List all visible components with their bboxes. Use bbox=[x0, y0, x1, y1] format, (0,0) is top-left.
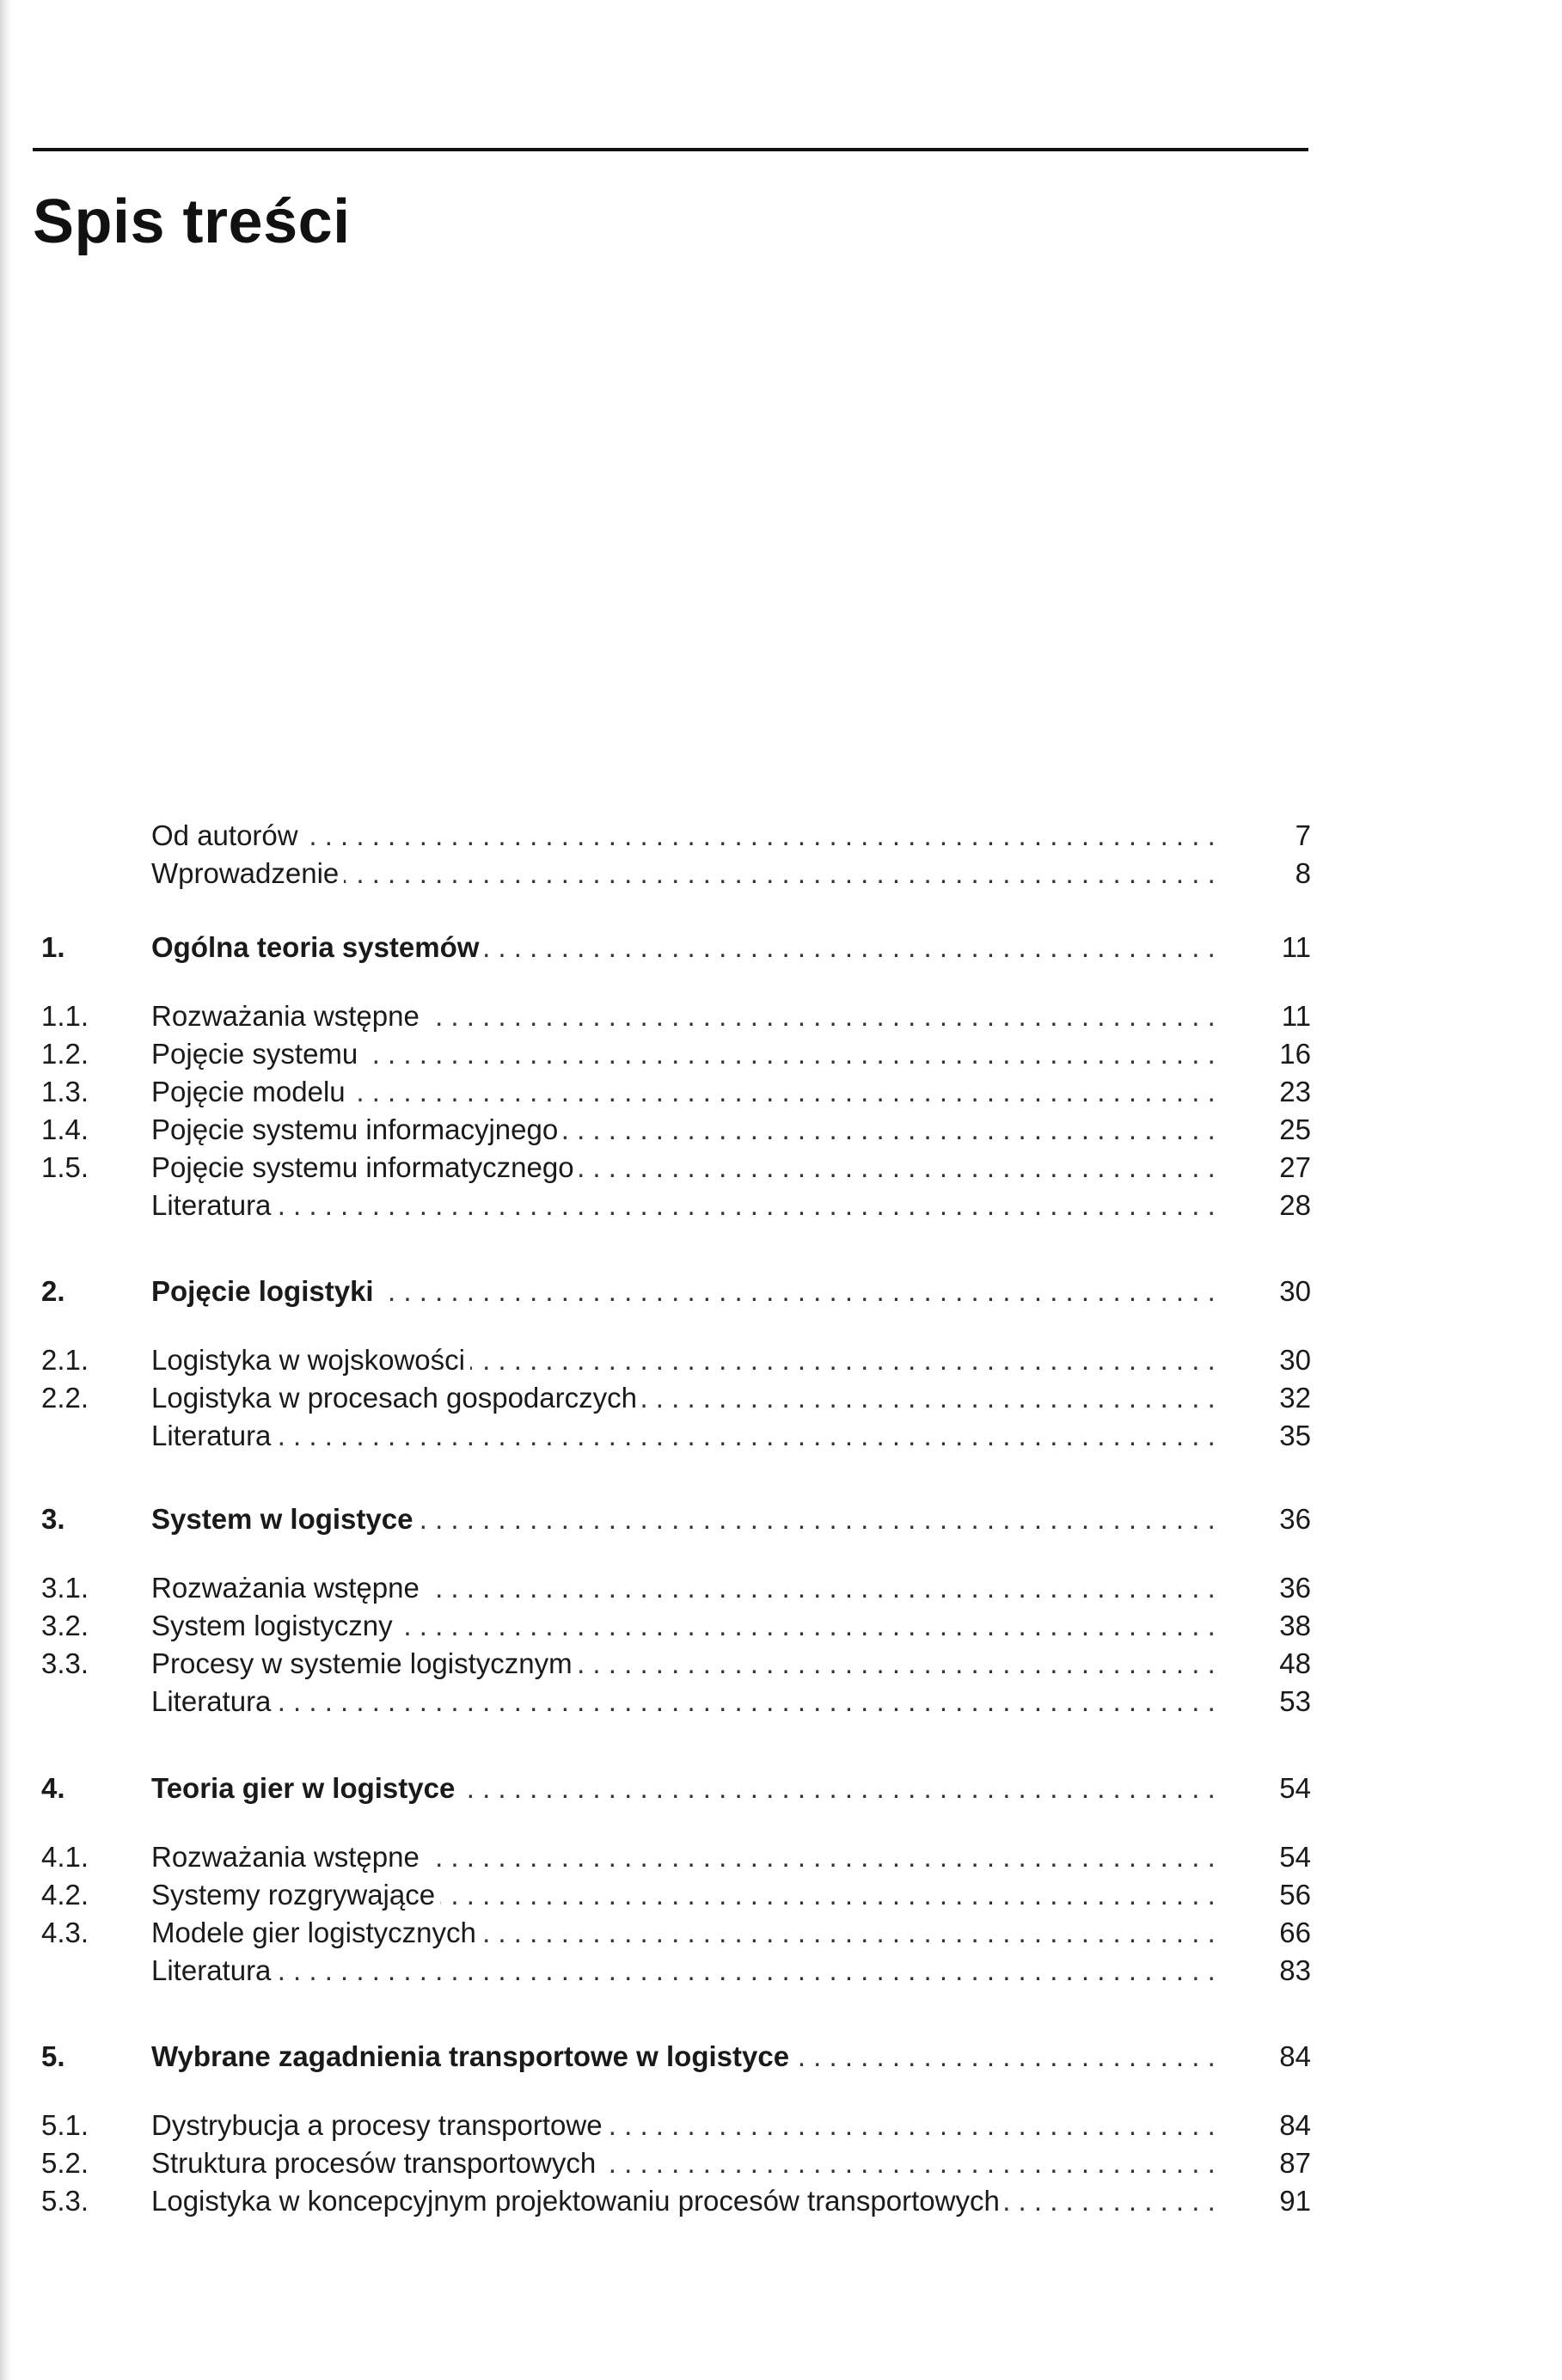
toc-item bbox=[0, 1035, 1562, 1073]
toc-item bbox=[0, 817, 1562, 855]
toc-item bbox=[0, 1876, 1562, 1914]
toc-title-leader bbox=[151, 1607, 1221, 1645]
toc-number: 5.2. bbox=[41, 2147, 89, 2179]
toc-item bbox=[0, 1417, 1562, 1455]
toc-title-leader bbox=[151, 1683, 1221, 1721]
toc-number: 3.3. bbox=[41, 1647, 89, 1679]
toc-title-leader bbox=[151, 1273, 1221, 1310]
toc-number: 1. bbox=[41, 931, 65, 963]
toc-title: Od autorów bbox=[151, 819, 303, 851]
toc-title: Modele gier logistycznych bbox=[151, 1917, 481, 1948]
toc-number: 3. bbox=[41, 1503, 65, 1535]
toc-number: 1.3. bbox=[41, 1076, 89, 1107]
toc-item bbox=[0, 1149, 1562, 1187]
top-rule bbox=[33, 148, 1308, 151]
toc-page-number: 27 bbox=[1279, 1151, 1311, 1183]
toc-number: 1.2. bbox=[41, 1038, 89, 1070]
toc-title: Rozważania wstępne bbox=[151, 1000, 425, 1032]
toc-number: 2.1. bbox=[41, 1344, 89, 1376]
toc-title-leader bbox=[151, 929, 1221, 966]
toc-title: Procesy w systemie logistycznym bbox=[151, 1647, 578, 1679]
toc-page-number: 87 bbox=[1279, 2147, 1311, 2179]
toc-number: 5.1. bbox=[41, 2109, 89, 2141]
toc-title: Logistyka w koncepcyjnym projektowaniu procesów transportowych bbox=[151, 2185, 1005, 2217]
toc-number: 1.4. bbox=[41, 1113, 89, 1145]
toc-chapter bbox=[0, 929, 1562, 966]
toc-title: Rozważania wstępne bbox=[151, 1572, 425, 1604]
toc-number: 3.1. bbox=[41, 1572, 89, 1604]
toc-title-leader bbox=[151, 1073, 1221, 1111]
toc-item bbox=[0, 2182, 1562, 2220]
toc-number: 1.1. bbox=[41, 1000, 89, 1032]
toc-title: Wprowadzenie bbox=[151, 857, 344, 889]
toc-page-number: 36 bbox=[1279, 1503, 1311, 1535]
toc-number: 4.3. bbox=[41, 1917, 89, 1948]
toc-item bbox=[0, 1838, 1562, 1876]
toc-page-number: 84 bbox=[1279, 2109, 1311, 2141]
toc-number: 2.2. bbox=[41, 1382, 89, 1414]
toc-title: Literatura bbox=[151, 1954, 276, 1986]
toc-title-leader bbox=[151, 1149, 1221, 1187]
toc-item bbox=[0, 855, 1562, 892]
toc-title: Pojęcie systemu informacyjnego bbox=[151, 1113, 563, 1145]
toc-item bbox=[0, 1607, 1562, 1645]
toc-title: Pojęcie logistyki bbox=[151, 1275, 379, 1307]
toc-item bbox=[0, 1645, 1562, 1683]
toc-number: 2. bbox=[41, 1275, 65, 1307]
toc-page-number: 30 bbox=[1279, 1275, 1311, 1307]
toc-title: Wybrane zagadnienia transportowe w logistyce bbox=[151, 2040, 794, 2072]
toc-page-number: 36 bbox=[1279, 1572, 1311, 1604]
toc-title: Teoria gier w logistyce bbox=[151, 1772, 460, 1804]
toc-page-number: 30 bbox=[1279, 1344, 1311, 1376]
toc-title-leader bbox=[151, 2038, 1221, 2076]
toc-item bbox=[0, 2144, 1562, 2182]
toc-title-leader bbox=[151, 2107, 1221, 2144]
toc-page-number: 28 bbox=[1279, 1189, 1311, 1221]
toc-title-leader bbox=[151, 1417, 1221, 1455]
toc-title-leader bbox=[151, 1645, 1221, 1683]
toc-title-leader bbox=[151, 2182, 1221, 2220]
toc-page-number: 8 bbox=[1295, 857, 1311, 889]
toc-page-number: 66 bbox=[1279, 1917, 1311, 1948]
toc-title-leader bbox=[151, 1952, 1221, 1990]
toc-item bbox=[0, 1111, 1562, 1149]
toc-title: Ogólna teoria systemów bbox=[151, 931, 484, 963]
toc-page-number: 25 bbox=[1279, 1113, 1311, 1145]
toc-title: Pojęcie systemu bbox=[151, 1038, 363, 1070]
toc-page-number: 56 bbox=[1279, 1879, 1311, 1911]
toc-number: 4. bbox=[41, 1772, 65, 1804]
toc-page-number: 54 bbox=[1279, 1772, 1311, 1804]
toc-title-leader bbox=[151, 1035, 1221, 1073]
toc-item bbox=[0, 1914, 1562, 1952]
toc-number: 3.2. bbox=[41, 1610, 89, 1641]
toc-title-leader bbox=[151, 1876, 1221, 1914]
toc-title-leader bbox=[151, 1187, 1221, 1224]
toc-item bbox=[0, 1379, 1562, 1417]
toc-title-leader bbox=[151, 1500, 1221, 1538]
toc-item bbox=[0, 997, 1562, 1035]
toc-title-leader bbox=[151, 1111, 1221, 1149]
toc-title-leader bbox=[151, 2144, 1221, 2182]
toc-title: System w logistyce bbox=[151, 1503, 418, 1535]
toc-title: Rozważania wstępne bbox=[151, 1841, 425, 1873]
toc-title-leader bbox=[151, 1838, 1221, 1876]
toc-title: Systemy rozgrywające bbox=[151, 1879, 440, 1911]
toc-title-leader bbox=[151, 817, 1221, 855]
toc-page-number: 35 bbox=[1279, 1420, 1311, 1451]
toc-title-leader bbox=[151, 855, 1221, 892]
toc-number: 4.1. bbox=[41, 1841, 89, 1873]
toc-title: Logistyka w wojskowości bbox=[151, 1344, 470, 1376]
toc-title: Logistyka w procesach gospodarczych bbox=[151, 1382, 642, 1414]
toc-title-leader bbox=[151, 1379, 1221, 1417]
toc-page-number: 23 bbox=[1279, 1076, 1311, 1107]
toc-page-number: 32 bbox=[1279, 1382, 1311, 1414]
toc-title: Literatura bbox=[151, 1685, 276, 1717]
toc-number: 4.2. bbox=[41, 1879, 89, 1911]
toc-page-number: 84 bbox=[1279, 2040, 1311, 2072]
toc-number: 1.5. bbox=[41, 1151, 89, 1183]
toc-title-leader bbox=[151, 997, 1221, 1035]
toc-title-leader bbox=[151, 1569, 1221, 1607]
toc-item bbox=[0, 1952, 1562, 1990]
toc-title-leader bbox=[151, 1341, 1221, 1379]
toc-title-leader bbox=[151, 1770, 1221, 1807]
toc-page-number: 83 bbox=[1279, 1954, 1311, 1986]
toc-page-number: 54 bbox=[1279, 1841, 1311, 1873]
toc-chapter bbox=[0, 1500, 1562, 1538]
toc-title: Literatura bbox=[151, 1420, 276, 1451]
toc-item bbox=[0, 2107, 1562, 2144]
toc-chapter bbox=[0, 1770, 1562, 1807]
toc-page-number: 11 bbox=[1281, 931, 1311, 963]
toc-item bbox=[0, 1683, 1562, 1721]
toc-page-number: 7 bbox=[1295, 819, 1311, 851]
page-title: Spis treści bbox=[33, 187, 351, 256]
toc-chapter bbox=[0, 2038, 1562, 2076]
toc-item bbox=[0, 1187, 1562, 1224]
toc-title: Struktura procesów transportowych bbox=[151, 2147, 601, 2179]
toc-number: 5. bbox=[41, 2040, 65, 2072]
toc-page-number: 48 bbox=[1279, 1647, 1311, 1679]
toc-title: Pojęcie modelu bbox=[151, 1076, 351, 1107]
toc-item bbox=[0, 1341, 1562, 1379]
toc-title: Literatura bbox=[151, 1189, 276, 1221]
toc-page-number: 16 bbox=[1279, 1038, 1311, 1070]
toc-item bbox=[0, 1569, 1562, 1607]
toc-title: Dystrybucja a procesy transportowe bbox=[151, 2109, 608, 2141]
toc-page-number: 38 bbox=[1279, 1610, 1311, 1641]
toc-page-number: 11 bbox=[1281, 1000, 1311, 1032]
toc-page-number: 53 bbox=[1279, 1685, 1311, 1717]
toc-title: System logistyczny bbox=[151, 1610, 398, 1641]
toc-number: 5.3. bbox=[41, 2185, 89, 2217]
toc-item bbox=[0, 1073, 1562, 1111]
toc-chapter bbox=[0, 1273, 1562, 1310]
toc-title: Pojęcie systemu informatycznego bbox=[151, 1151, 579, 1183]
toc-page-number: 91 bbox=[1279, 2185, 1311, 2217]
toc-title-leader bbox=[151, 1914, 1221, 1952]
